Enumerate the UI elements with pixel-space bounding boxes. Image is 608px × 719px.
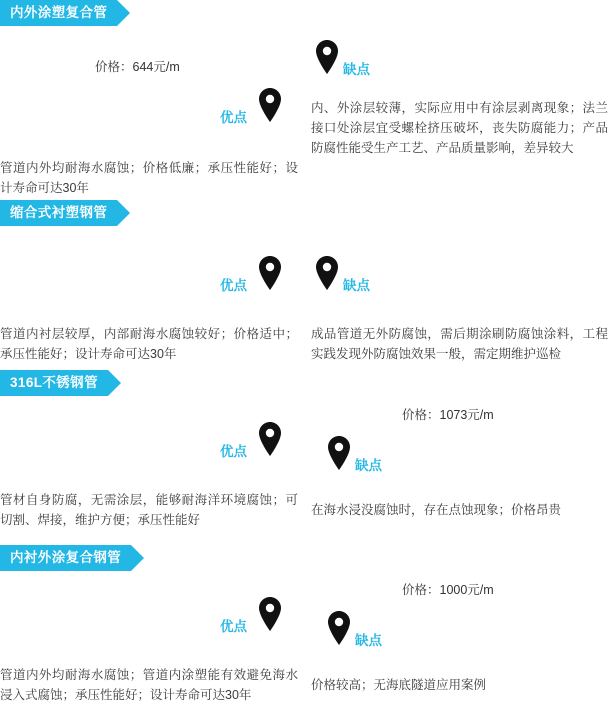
merit-pin-wrap-1 [0,88,300,140]
merit-desc-3: 管材自身防腐，无需涂层，能够耐海洋环境腐蚀；可切割、焊接，维护方便；承压性能好 [0,493,298,527]
section-pipe-1 [0,0,608,205]
merit-desc-1: 管道内外均耐海水腐蚀；价格低廉；承压性能好；设计寿命可达30年 [0,161,298,195]
demerit-label-1: 缺点 [343,62,370,77]
merit-desc-4: 管道内外均耐海水腐蚀；管道内涂塑能有效避免海水浸入式腐蚀；承压性能好；设计寿命可达30年 [0,668,298,702]
merit-pin-wrap-3 [0,422,300,474]
section-title-3: 316L不锈钢管 [0,370,108,396]
section-title-4: 内衬外涂复合钢管 [0,545,131,571]
merit-desc-2: 管道内衬层较厚，内部耐海水腐蚀较好；价格适中；承压性能好；设计寿命可达30年 [0,327,298,361]
map-pin-icon [258,422,282,456]
merit-label-2: 优点 [220,278,247,293]
section-header-3 [0,370,608,396]
price-label-1-left: 价格：644元/m [95,60,180,74]
section-body-4 [0,571,608,715]
section-pipe-4 [0,545,608,719]
section-pipe-2 [0,200,608,370]
demerit-label-3: 缺点 [355,458,382,473]
demerit-pin-wrap-3 [307,436,608,488]
demerit-desc-3: 在海水浸没腐蚀时，存在点蚀现象；价格昂贵 [311,503,562,517]
merit-label-3: 优点 [220,444,247,459]
section-body-3 [0,396,608,541]
demerit-label-4: 缺点 [355,633,382,648]
section-body-1 [0,26,608,201]
demerit-pin-wrap-1 [307,40,608,92]
map-pin-icon [315,256,339,290]
merit-label-1: 优点 [220,110,247,125]
map-pin-icon [315,40,339,74]
demerit-desc-1: 内、外涂层较薄，实际应用中有涂层剥离现象；法兰接口处涂层宜受螺栓挤压破坏，丧失防腐能力；产品防腐性能受生产工艺、产品质量影响，差异较大 [311,101,608,155]
section-body-2 [0,226,608,366]
map-pin-icon [327,611,351,645]
price-label-4-right: 价格：1000元/m [402,583,494,597]
demerit-desc-4: 价格较高；无海底隧道应用案例 [311,678,487,692]
section-header-1 [0,0,608,26]
section-header-2 [0,200,608,226]
demerit-desc-2: 成品管道无外防腐蚀，需后期涂刷防腐蚀涂料，工程实践发现外防腐蚀效果一般，需定期维护巡检 [311,327,608,361]
map-pin-icon [327,436,351,470]
merit-label-4: 优点 [220,619,247,634]
map-pin-icon [258,88,282,122]
merit-pin-wrap-2 [0,256,300,308]
price-label-3-right: 价格：1073元/m [402,408,494,422]
section-header-4 [0,545,608,571]
section-title-2: 缩合式衬塑钢管 [0,200,117,226]
demerit-label-2: 缺点 [343,278,370,293]
section-pipe-3 [0,370,608,545]
demerit-pin-wrap-4 [307,611,608,663]
section-title-1: 内外涂塑复合管 [0,0,117,26]
map-pin-icon [258,256,282,290]
demerit-pin-wrap-2 [307,256,608,308]
map-pin-icon [258,597,282,631]
merit-pin-wrap-4 [0,597,300,649]
